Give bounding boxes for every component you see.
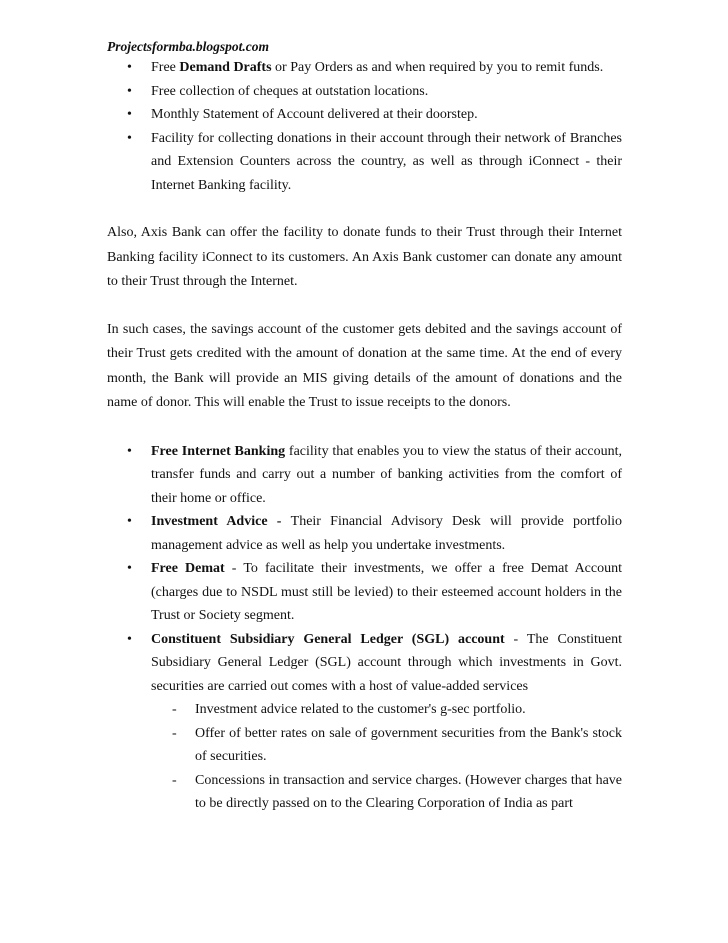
list-item: • Facility for collecting donations in their account through their network of Branches and Extension Counters across the country, as well as through iConnect - their Internet Banking facility. <box>107 127 622 198</box>
sublist-item: - Investment advice related to the customer's g-sec portfolio. <box>151 698 622 722</box>
paragraph-donation-facility: Also, Axis Bank can offer the facility to donate funds to their Trust through their Internet Banking facility iConnect to its customers. An Axis Bank customer can donate any amount to their Trust through the Internet. <box>107 225 622 289</box>
bullet-icon: • <box>127 60 132 75</box>
features-list <box>107 440 622 816</box>
document-page <box>107 38 622 816</box>
dash-icon: - <box>172 772 177 788</box>
list-item: • Free Demat - To facilitate their investments, we offer a free Demat Account (charges due to NSDL must still be levied) to their esteemed account holders in the Trust or Society segment. <box>107 557 622 628</box>
site-header: Projectsformba.blogspot.com <box>107 39 269 54</box>
list-item: • Free Demand Drafts or Pay Orders as and when required by you to remit funds. <box>107 56 622 80</box>
bullet-icon: • <box>127 561 132 576</box>
dash-icon: - <box>172 702 177 717</box>
bullet-icon: • <box>127 83 132 99</box>
bullet-icon: • <box>127 107 132 122</box>
sgl-services-sublist <box>151 698 622 816</box>
list-item: • Monthly Statement of Account delivered at their doorstep. <box>107 103 622 127</box>
sublist-item: - Offer of better rates on sale of government securities from the Bank's stock of securities. <box>151 722 622 769</box>
list-item: • Constituent Subsidiary General Ledger (SGL) account - The Constituent Subsidiary General Ledger (SGL) account through which investments in Govt. securities are carried out comes with a host of value-added services - Investment advice related to the customer's g-sec portfolio. - Offer of better rates on sale of government securities from the Bank's stock of securities. - Concessions in transaction and service charges. (However charges that have to be directly passed on to the Clearing Corporation of India as part <box>107 628 622 816</box>
list-item: • Free Internet Banking facility that enables you to view the status of their account, transfer funds and carry out a number of banking activities from the comfort of their home or office. <box>107 440 622 511</box>
services-list <box>107 56 622 197</box>
list-item: • Free collection of cheques at outstation locations. <box>107 80 622 104</box>
bullet-icon: • <box>127 631 132 647</box>
paragraph-savings-account: In such cases, the savings account of the customer gets debited and the savings account of their Trust gets credited with the amount of donation at the same time. At the end of every month, the Bank will provide an MIS giving details of the amount of donations and the name of donor. This will enable the Trust to issue receipts to the donors. <box>107 321 622 410</box>
dash-icon: - <box>172 725 177 741</box>
bullet-icon: • <box>127 130 132 146</box>
bullet-icon: • <box>127 514 132 529</box>
sublist-item: - Concessions in transaction and service charges. (However charges that have to be directly passed on to the Clearing Corporation of India as part <box>151 769 622 816</box>
bullet-icon: • <box>127 443 132 459</box>
list-item: • Investment Advice - Their Financial Advisory Desk will provide portfolio management advice as well as help you undertake investments. <box>107 510 622 557</box>
